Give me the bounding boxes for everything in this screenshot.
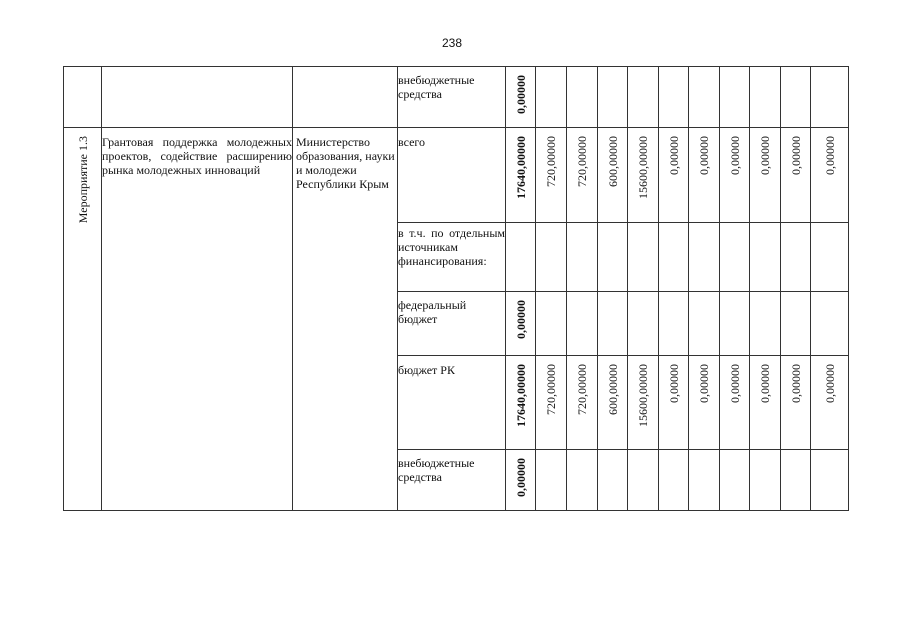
value-cell [811,128,849,223]
value-cell [689,223,720,292]
value: 600,00000 [605,136,620,187]
value-cell [750,356,781,450]
value: 0,00000 [727,136,742,175]
source-label: федеральный бюджет [398,298,467,326]
value: 0,00000 [758,364,772,403]
source-label: внебюджетные средства [398,456,475,484]
value-cell [689,356,720,450]
value-cell [781,356,811,450]
value-cell [720,128,750,223]
value: 600,00000 [605,364,620,415]
source-label: всего [398,135,426,149]
event-label-cell [64,128,102,511]
value-cell [659,223,689,292]
value-cell [811,356,849,450]
value-cell [750,450,781,511]
value: 720,00000 [544,364,558,415]
value: 0,00000 [697,364,711,403]
value-cell [689,67,720,128]
value-cell [781,292,811,356]
value: 0,00000 [513,75,528,114]
event-label: Мероприятие 1.3 [75,136,90,224]
value: 0,00000 [822,136,837,175]
value-cell [659,356,689,450]
source-cell [398,292,506,356]
value-cell [506,223,536,292]
value-cell [720,223,750,292]
value-cell [506,356,536,450]
executor-cell [293,128,398,511]
value-cell [659,67,689,128]
value-cell [720,356,750,450]
value: 0,00000 [727,364,742,403]
value-cell [567,292,598,356]
value-cell [598,223,628,292]
value-cell [567,67,598,128]
value: 720,00000 [544,136,558,187]
value: 0,00000 [666,136,681,175]
value-cell [536,128,567,223]
source-cell [398,450,506,511]
event-name-cell [102,128,293,511]
source-cell [398,223,506,292]
value-cell [750,67,781,128]
value-cell [506,128,536,223]
event-label-cell-cont [64,67,102,128]
value-cell [598,128,628,223]
value-cell [567,450,598,511]
source-label: в т.ч. по отдельным источникам финансирования: [398,226,505,268]
value: 17640,00000 [513,364,528,427]
budget-table [63,66,849,511]
executor: Министерство образования, науки и молодежи Республики Крым [296,135,395,191]
value: 15600,00000 [636,364,650,427]
value-cell [536,223,567,292]
value-cell [506,450,536,511]
value-cell [628,292,659,356]
value-cell [811,67,849,128]
value: 0,00000 [758,136,772,175]
value-cell [567,223,598,292]
event-name: Грантовая поддержка молодежных проектов, содействие расширению рынка молодежных инноваций [102,135,292,177]
value-cell [750,223,781,292]
value-cell [811,450,849,511]
value-cell [781,67,811,128]
value-cell [720,292,750,356]
value-cell [811,292,849,356]
value-cell [598,67,628,128]
value: 720,00000 [575,136,589,187]
value-cell [628,450,659,511]
value-cell [659,450,689,511]
value-cell [567,128,598,223]
value-cell [628,223,659,292]
value: 17640,00000 [513,136,528,199]
value-cell [720,67,750,128]
executor-cell-cont [293,67,398,128]
value-cell [506,292,536,356]
value: 0,00000 [513,458,528,497]
value-cell [750,128,781,223]
value-cell [720,450,750,511]
value-cell [536,356,567,450]
table-row [64,67,849,128]
value-cell [750,292,781,356]
table-row [64,128,849,223]
value-cell [536,67,567,128]
source-label: бюджет РК [398,363,455,377]
value-cell [689,450,720,511]
value-cell [598,292,628,356]
value-cell [536,450,567,511]
value-cell [506,67,536,128]
value-cell [781,128,811,223]
source-label: внебюджетные средства [398,73,475,101]
value-cell [567,356,598,450]
value: 720,00000 [575,364,589,415]
value-cell [628,128,659,223]
value-cell [689,292,720,356]
value: 0,00000 [788,364,803,403]
value-cell [659,292,689,356]
source-cell [398,128,506,223]
value-cell [536,292,567,356]
value: 15600,00000 [636,136,650,199]
value-cell [659,128,689,223]
value: 0,00000 [666,364,681,403]
source-cell [398,356,506,450]
value-cell [781,223,811,292]
value-cell [628,356,659,450]
page-number: 238 [441,36,463,50]
value: 0,00000 [788,136,803,175]
source-cell [398,67,506,128]
event-name-cell-cont [102,67,293,128]
value-cell [689,128,720,223]
value: 0,00000 [822,364,837,403]
value: 0,00000 [513,300,528,339]
value-cell [811,223,849,292]
value-cell [781,450,811,511]
value-cell [598,450,628,511]
value-cell [628,67,659,128]
value-cell [598,356,628,450]
value: 0,00000 [697,136,711,175]
